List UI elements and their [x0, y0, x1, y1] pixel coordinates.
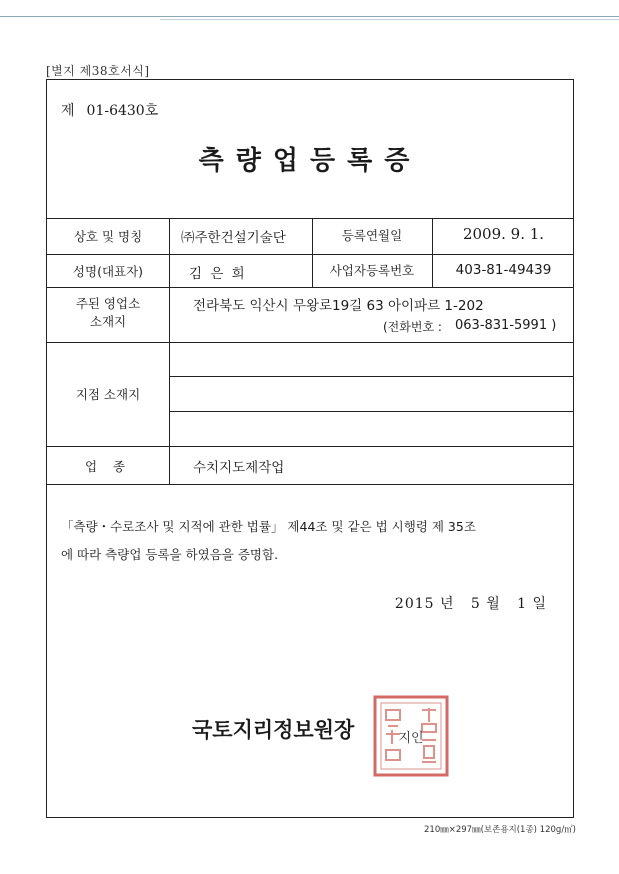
main-office-label-2: 소재지	[89, 314, 127, 329]
certification-statement	[61, 513, 561, 569]
page-title: 측량업등록증	[198, 146, 422, 176]
registration-number-label: 제	[61, 103, 75, 119]
table-row-divider	[47, 446, 573, 447]
certification-line-2: 에 따라 측량업 등록을 하였음을 증명함.	[61, 547, 279, 562]
registration-date-label: 등록연월일	[341, 228, 403, 243]
business-number-label: 사업자등록번호	[329, 263, 415, 278]
table-row-divider	[47, 287, 573, 288]
label-column-divider	[169, 218, 170, 484]
main-office-label: 주된 영업소	[75, 296, 141, 311]
certification-line-1: 「측량・수로조사 및 지적에 관한 법률」 제44조 및 같은 법 시행령 제 35조	[61, 519, 476, 534]
table-row-divider	[47, 254, 573, 255]
scan-edge-line-secondary	[160, 19, 619, 20]
certificate-sheet	[46, 79, 574, 818]
table-top-border	[47, 218, 573, 219]
issuer-title: 국토지리정보원장	[192, 718, 355, 742]
table-row-divider	[47, 342, 573, 343]
scan-edge-line	[0, 16, 619, 17]
company-name-value: ㈜주한건설기술단	[181, 230, 286, 246]
registration-number-value: 01-6430호	[86, 103, 159, 119]
branch-line	[169, 376, 573, 377]
business-number-value: 403-81-49439	[455, 262, 552, 278]
main-office-address: 전라북도 익산시 무왕로19길 63 아이파르 1-202	[193, 298, 484, 314]
paper-spec-footer: 210㎜×297㎜(보존용지(1종) 120g/㎡)	[424, 825, 576, 835]
registration-date-value: 2009. 9. 1.	[462, 225, 545, 243]
business-type-label: 업 종	[84, 459, 132, 474]
company-name-label: 상호 및 명칭	[73, 229, 143, 244]
representative-label: 성명(대표자)	[72, 264, 144, 279]
representative-value: 김 은 희	[189, 266, 247, 282]
official-seal-stamp	[372, 694, 450, 778]
registration-number	[61, 100, 158, 120]
branch-line	[169, 411, 573, 412]
business-type-value: 수치지도제작업	[193, 460, 285, 476]
phone-label: (전화번호 :	[383, 320, 442, 334]
form-reference: [별지 제38호서식]	[46, 64, 150, 78]
phone-value: 063-831-5991 )	[455, 318, 557, 333]
seal-text: 지인	[398, 731, 424, 746]
issue-date: 2015 년 5 월 1 일	[394, 596, 547, 612]
branch-address-label: 지점 소재지	[75, 387, 141, 402]
table-bottom-border	[47, 484, 573, 485]
